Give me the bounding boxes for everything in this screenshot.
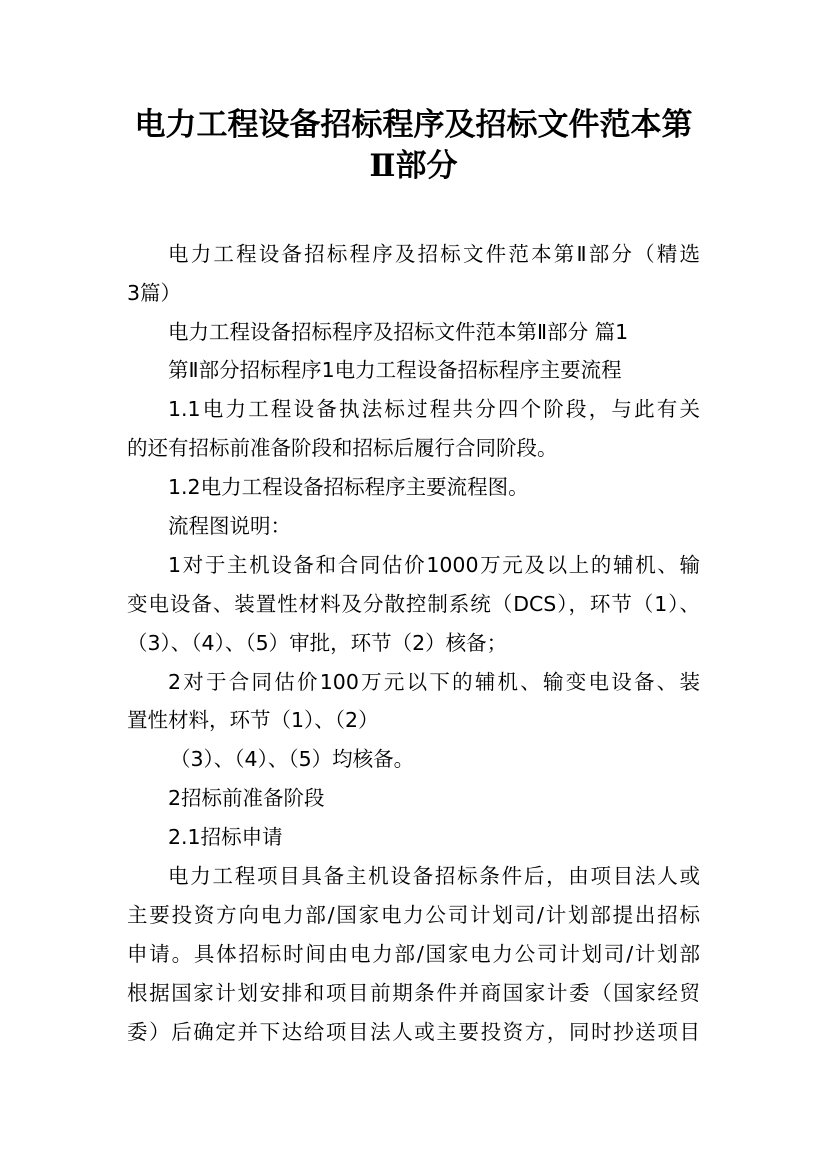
text-line: 流程图说明： bbox=[168, 514, 291, 538]
text-line: 电力工程设备招标程序及招标文件范本第Ⅱ部分 篇1 bbox=[168, 320, 629, 344]
text-line: 2招标前准备阶段 bbox=[168, 786, 325, 810]
text-line: 电力工程设备招标程序及招标文件范本第Ⅱ部分（精选 bbox=[168, 242, 700, 266]
text-line: 2.1招标申请 bbox=[168, 825, 283, 849]
text-line: 主要投资方向电力部/国家电力公司计划司/计划部提出招标 bbox=[127, 903, 700, 927]
text-line: 3篇） bbox=[127, 281, 182, 305]
document-title-line-2: Ⅱ部分 bbox=[369, 148, 458, 184]
text-line: 申请。具体招标时间由电力部/国家电力公司计划司/计划部 bbox=[127, 942, 700, 966]
text-line: 置性材料，环节（1）、（2） bbox=[127, 708, 379, 732]
text-line: 第Ⅱ部分招标程序1电力工程设备招标程序主要流程 bbox=[168, 358, 622, 382]
text-line: 1.2电力工程设备招标程序主要流程图。 bbox=[168, 475, 529, 499]
text-line: 根据国家计划安排和项目前期条件并商国家计委（国家经贸 bbox=[127, 981, 700, 1005]
text-line: 1对于主机设备和合同估价1000万元及以上的辅机、输 bbox=[168, 553, 700, 577]
text-line: 1.1电力工程设备执法标过程共分四个阶段，与此有关 bbox=[168, 397, 700, 421]
text-line: 2对于合同估价100万元以下的辅机、输变电设备、装 bbox=[168, 670, 700, 694]
text-line: （3）、（4）、（5）均核备。 bbox=[170, 747, 415, 771]
text-line: 委）后确定并下达给项目法人或主要投资方，同时抄送项目 bbox=[127, 1020, 700, 1044]
text-line: 的还有招标前准备阶段和招标后履行合同阶段。 bbox=[127, 436, 558, 460]
text-line: 变电设备、装置性材料及分散控制系统（DCS），环节（1）、 bbox=[127, 592, 700, 616]
text-line: 电力工程项目具备主机设备招标条件后，由项目法人或 bbox=[168, 864, 700, 888]
text-line: （3）、（4）、（5）审批，环节（2）核备； bbox=[127, 631, 508, 655]
document-title-line-1: 电力工程设备招标程序及招标文件范本第 bbox=[134, 107, 693, 143]
